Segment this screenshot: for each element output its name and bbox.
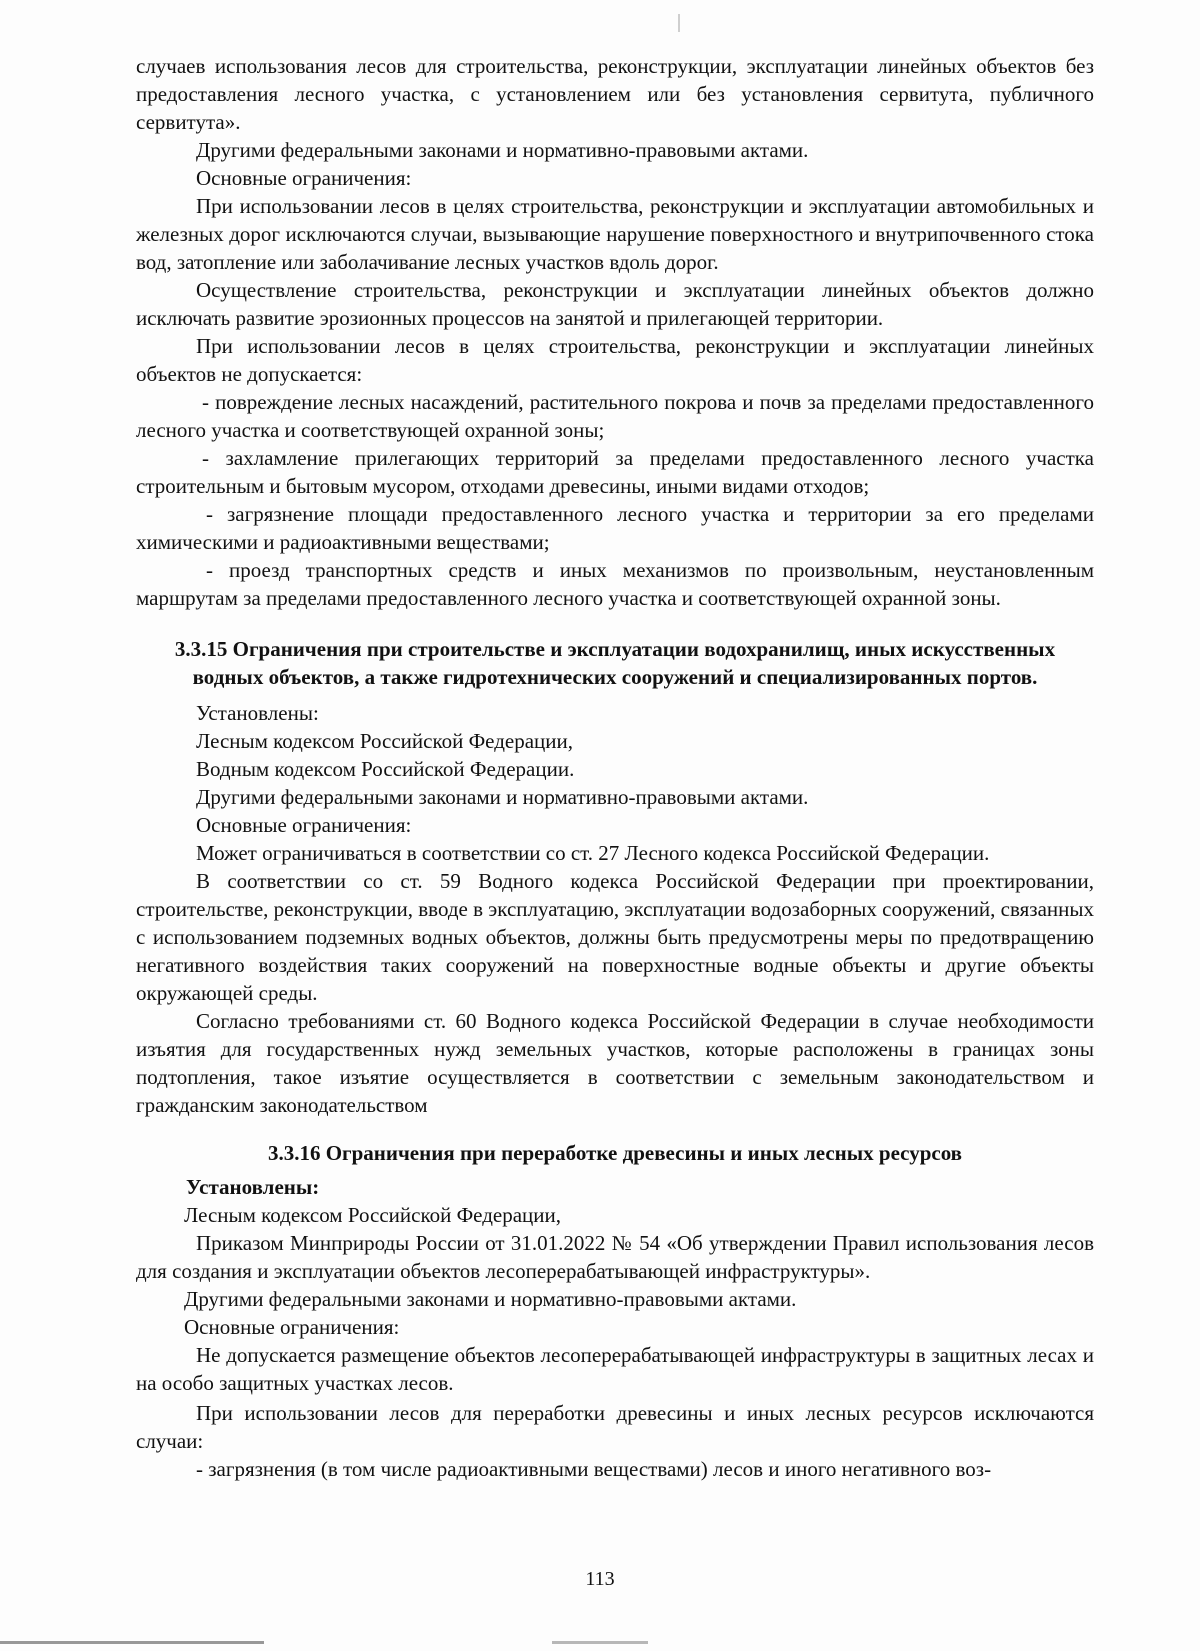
paragraph: Установлены:: [196, 701, 319, 725]
list-item: - загрязнение площади предоставленного лесного участка и территории за его пределами химическими и радиоактивными веществами;: [136, 502, 1094, 554]
paragraph: При использовании лесов для переработки древесины и иных лесных ресурсов исключаются случаи:: [136, 1401, 1094, 1453]
paragraph: Согласно требованиями ст. 60 Водного кодекса Российской Федерации в случае необходимости изъятия для государственных нужд земельных участков, которые расположены в границах зоны подтопления, такое изъятие осуществляется в соответствии с земельным законодательством и гражданским законодательством: [136, 1009, 1094, 1117]
paragraph: Лесным кодексом Российской Федерации,: [184, 1203, 561, 1227]
paragraph: Осуществление строительства, реконструкции и эксплуатации линейных объектов должно исключать развитие эрозионных процессов на занятой и прилегающей территории.: [136, 278, 1094, 330]
paragraph: Другими федеральными законами и нормативно-правовыми актами.: [196, 785, 809, 809]
list-item: - проезд транспортных средств и иных механизмов по произвольным, неустановленным маршрутам за пределами предоставленного лесного участка и соответствующей охранной зоны.: [136, 558, 1094, 610]
paragraph: Приказом Минприроды России от 31.01.2022 № 54 «Об утверждении Правил использования лесов для создания и эксплуатации объектов лесоперерабатывающей инфраструктуры».: [136, 1231, 1094, 1283]
paragraph: При использовании лесов в целях строительства, реконструкции и эксплуатации автомобильных и железных дорог исключаются случаи, вызывающие нарушение поверхностного и внутрипочвенного стока вод, затопление или заболачивание лесных участков вдоль дорог.: [136, 194, 1094, 274]
scan-artifact: [0, 1641, 1200, 1644]
paragraph: Может ограничиваться в соответствии со ст. 27 Лесного кодекса Российской Федерации.: [196, 841, 990, 865]
paragraph: В соответствии со ст. 59 Водного кодекса Российской Федерации при проектировании, строительстве, реконструкции, вводе в эксплуатацию, эксплуатации водозаборных сооружений, связанных с использованием подземных водных объектов, должны быть предусмотрены меры по предотвращению негативного воздействия таких сооружений на поверхностные водные объекты и другие объекты окружающей среды.: [136, 869, 1094, 1005]
list-item: - захламление прилегающих территорий за пределами предоставленного лесного участка строительным и бытовым мусором, отходами древесины, иными видами отходов;: [136, 446, 1094, 498]
scan-artifact: [678, 14, 680, 32]
paragraph: Другими федеральными законами и нормативно-правовыми актами.: [196, 138, 809, 162]
paragraph: Основные ограничения:: [196, 166, 412, 190]
section-heading-3-3-15: 3.3.15 Ограничения при строительстве и эксплуатации водохранилищ, иных искусственных водных объектов, а также гидротехнических сооружений и специализированных портов.: [174, 637, 1056, 689]
paragraph: Основные ограничения:: [196, 813, 412, 837]
page-number: 113: [585, 1568, 615, 1590]
paragraph: Установлены:: [186, 1175, 320, 1199]
paragraph: Водным кодексом Российской Федерации.: [196, 757, 575, 781]
paragraph: Не допускается размещение объектов лесоперерабатывающей инфраструктуры в защитных лесах и на особо защитных участках лесов.: [136, 1343, 1094, 1395]
paragraph: Лесным кодексом Российской Федерации,: [196, 729, 573, 753]
paragraph: При использовании лесов в целях строительства, реконструкции и эксплуатации линейных объектов не допускается:: [136, 334, 1094, 386]
paragraph: Основные ограничения:: [184, 1315, 400, 1339]
section-heading-3-3-16: 3.3.16 Ограничения при переработке древесины и иных лесных ресурсов: [267, 1141, 963, 1165]
paragraph: случаев использования лесов для строительства, реконструкции, эксплуатации линейных объектов без предоставления лесного участка, с установлением или без установления сервитута, публичного сервитута».: [136, 54, 1094, 134]
paragraph: Другими федеральными законами и нормативно-правовыми актами.: [184, 1287, 797, 1311]
list-item: - повреждение лесных насаждений, растительного покрова и почв за пределами предоставленного лесного участка и соответствующей охранной зоны;: [136, 390, 1094, 442]
document-body: [136, 52, 1094, 1483]
list-item: - загрязнения (в том числе радиоактивными веществами) лесов и иного негативного воз-: [196, 1457, 992, 1481]
